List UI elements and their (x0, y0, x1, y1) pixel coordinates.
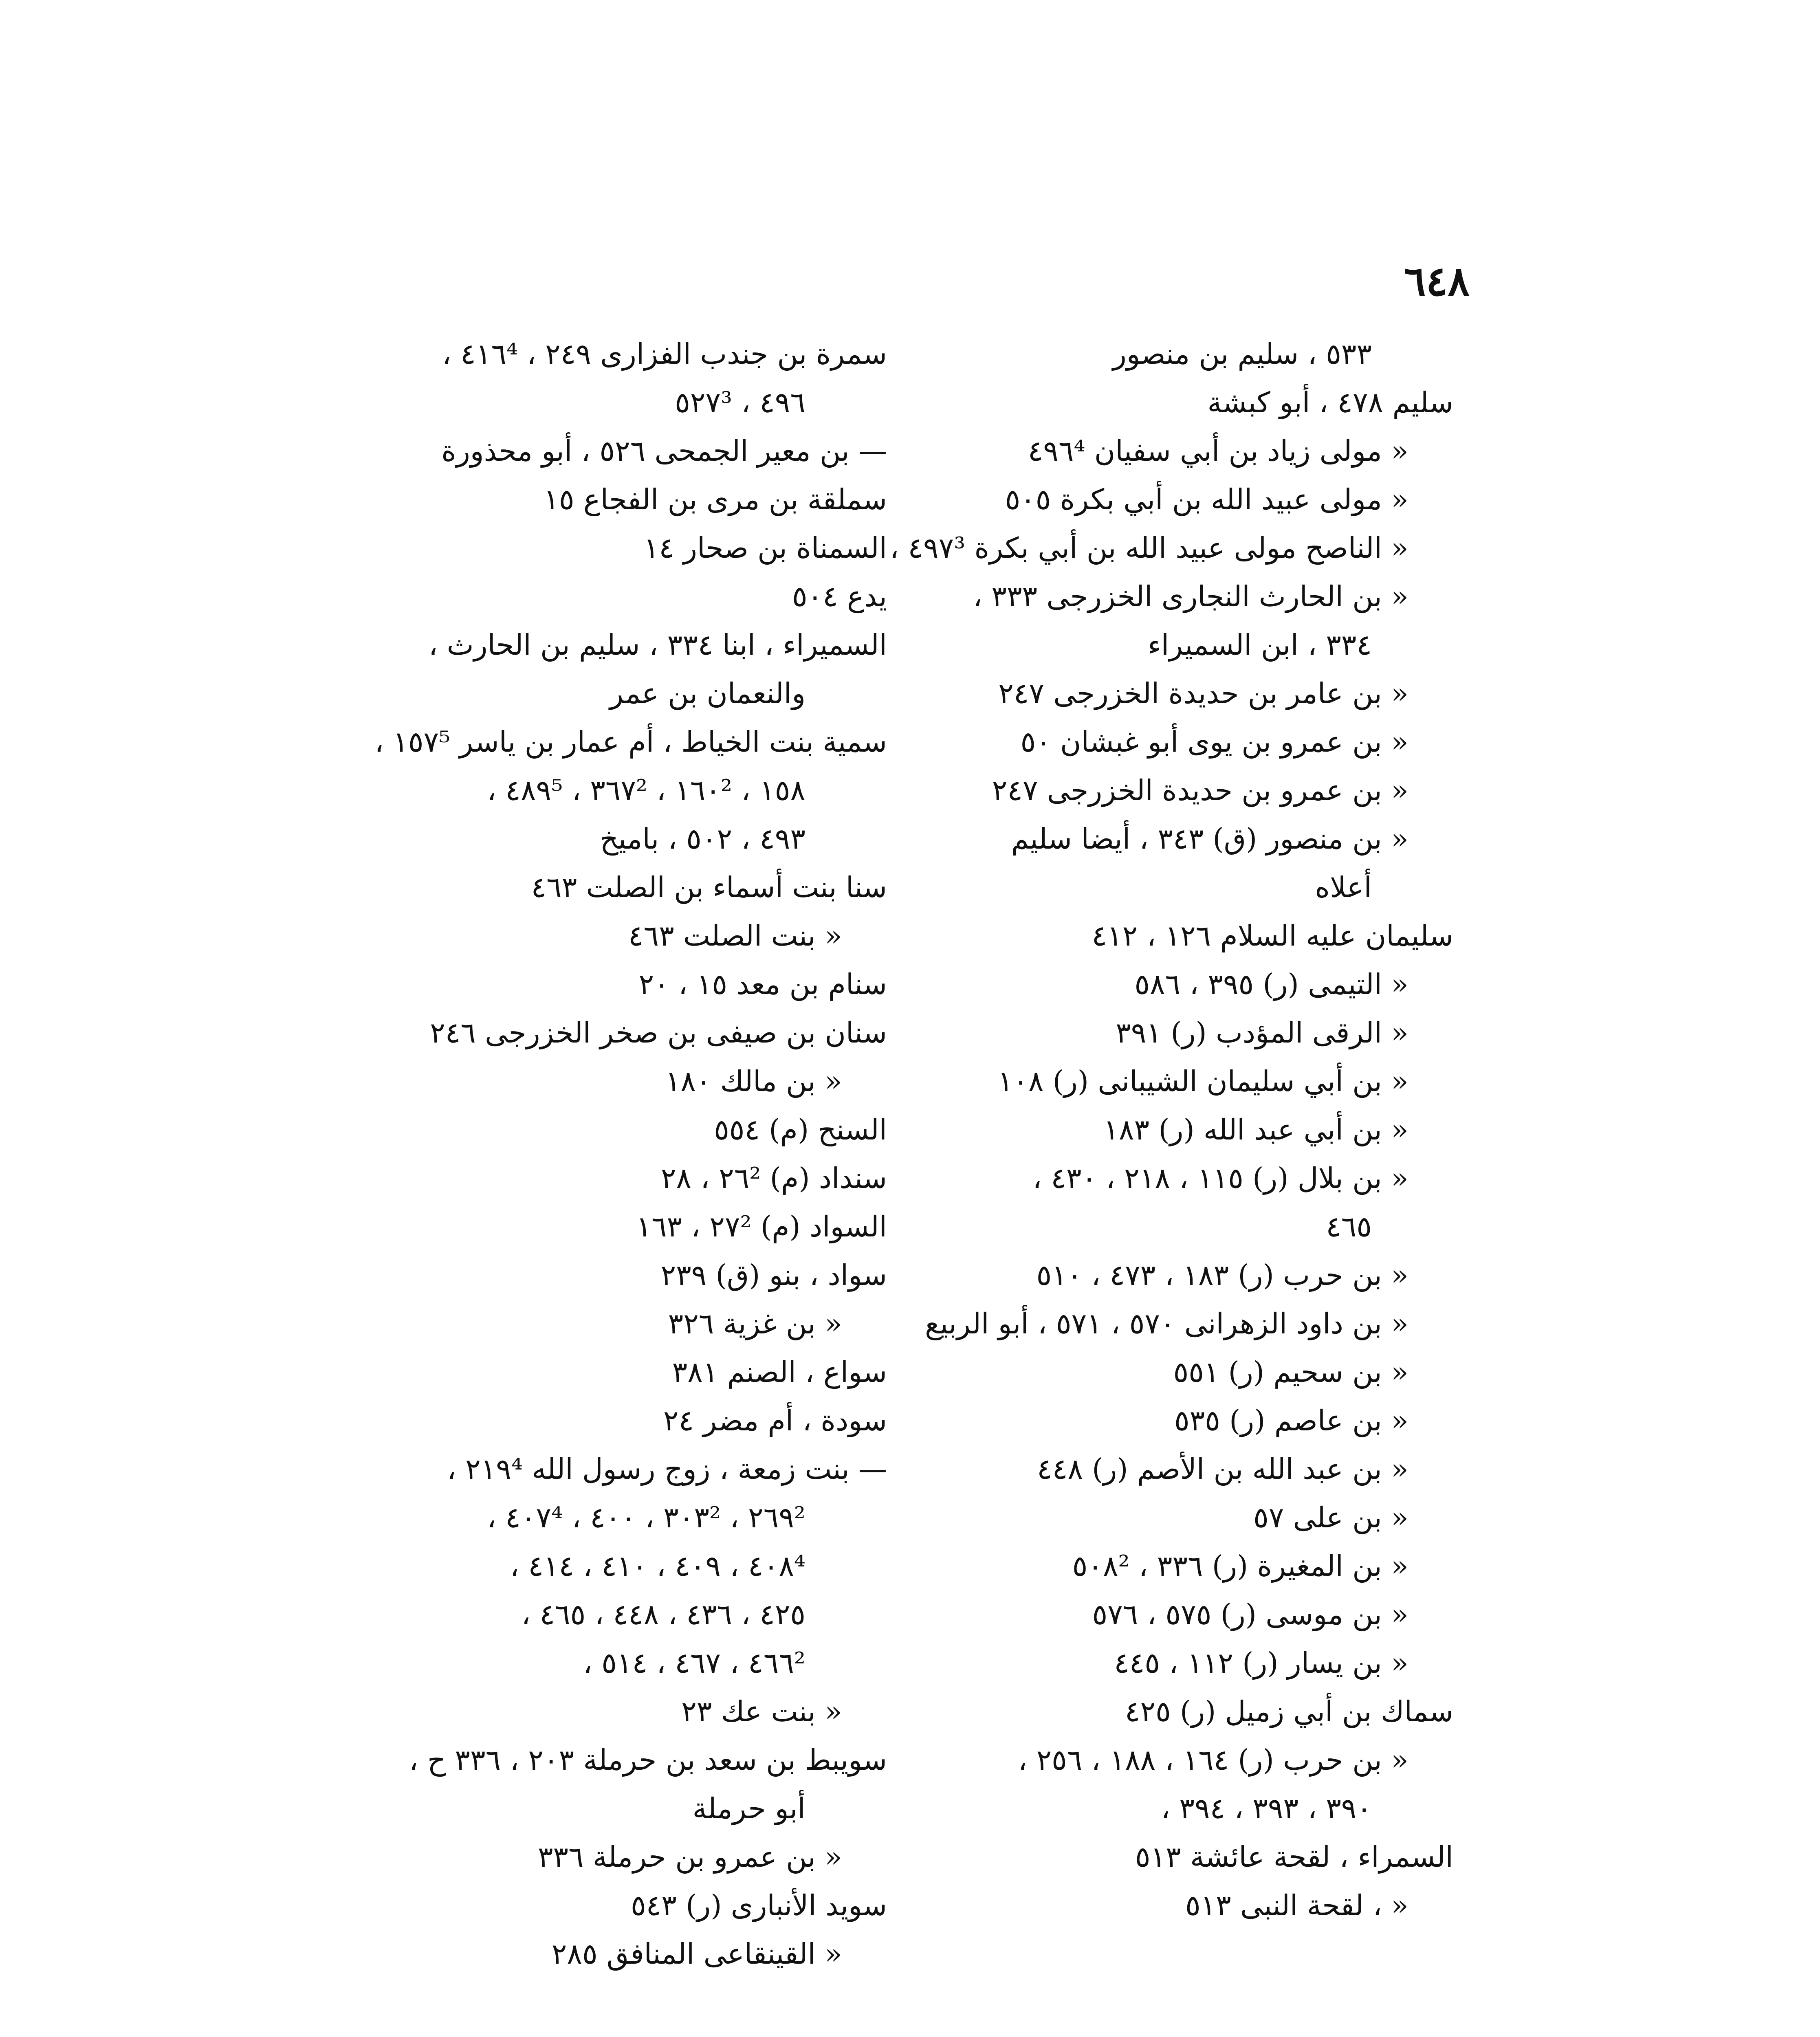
index-entry: والنعمان بن عمر (610, 677, 805, 710)
index-entry: السمراء ، لقحة عائشة ٥١٣ (1135, 1840, 1453, 1874)
index-entry: « بن يسار (ر) ١١٢ ، ٤٤٥ (1114, 1646, 1408, 1680)
index-entry: « الرقى المؤدب (ر) ٣٩١ (1116, 1016, 1408, 1049)
index-entry: « التيمى (ر) ٣٩٥ ، ٥٨٦ (1134, 968, 1408, 1001)
index-entry: سليم ٤٧٨ ، أبو كبشة (1207, 386, 1453, 419)
index-entry: ٤٦٥ (1326, 1210, 1372, 1243)
index-entry: « بنت عك ٢٣ (681, 1695, 842, 1728)
index-entry: « مولى زياد بن أبي سفيان ٤٩٦⁴ (1028, 434, 1408, 468)
index-entry: — بنت زمعة ، زوج رسول الله ٢١٩⁴ ، (447, 1452, 887, 1486)
index-entry: ٤٢٥ ، ٤٣٦ ، ٤٤٨ ، ٤٦٥ ، (521, 1598, 805, 1631)
index-column-left (296, 330, 887, 1978)
index-entry: ٢٦٩² ، ٣٠٣² ، ٤٠٠ ، ٤٠٧⁴ ، (487, 1501, 805, 1534)
index-entry: « بن منصور (ق) ٣٤٣ ، أيضا سليم (1011, 822, 1408, 856)
index-entry: « بن بلال (ر) ١١٥ ، ٢١٨ ، ٤٣٠ ، (1032, 1161, 1408, 1195)
index-entry: أعلاه (1315, 871, 1372, 904)
index-entry: السواد (م) ٢٧² ، ١٦٣ (636, 1210, 887, 1243)
index-entry: « بن عاصم (ر) ٥٣٥ (1174, 1404, 1408, 1437)
index-entry: السميراء ، ابنا ٣٣٤ ، سليم بن الحارث ، (428, 628, 887, 662)
index-entry: ٤٩٣ ، ٥٠٢ ، باميخ (600, 822, 805, 856)
index-entry: « بن موسى (ر) ٥٧٥ ، ٥٧٦ (1092, 1598, 1408, 1631)
index-entry: ٤٦٦² ، ٤٦٧ ، ٥١٤ ، (583, 1646, 805, 1680)
index-entry: سليمان عليه السلام ١٢٦ ، ٤١٢ (1092, 919, 1453, 953)
index-entry: « بن على ٥٧ (1253, 1501, 1408, 1534)
index-entry: « بن داود الزهرانى ٥٧٠ ، ٥٧١ ، أبو الربيع (925, 1307, 1408, 1340)
index-entry: ٣٩٠ ، ٣٩٣ ، ٣٩٤ ، (1161, 1792, 1372, 1825)
index-entry: « بن حرب (ر) ١٨٣ ، ٤٧٣ ، ٥١٠ (1036, 1258, 1408, 1292)
index-entry: سواع ، الصنم ٣٨١ (672, 1355, 887, 1389)
index-entry: « بن عامر بن حديدة الخزرجى ٢٤٧ (998, 677, 1408, 710)
index-entry: ٣٣٤ ، ابن السميراء (1147, 628, 1372, 662)
index-entry: سواد ، بنو (ق) ٢٣٩ (660, 1258, 887, 1292)
index-entry: سنداد (م) ٢٦² ، ٢٨ (660, 1161, 887, 1195)
index-column-right (842, 330, 1453, 1930)
index-entry: « بنت الصلت ٤٦٣ (628, 919, 842, 953)
index-entry: ١٥٨ ، ١٦٠² ، ٣٦٧² ، ٤٨٩⁵ ، (487, 774, 805, 807)
index-entry: — بن معير الجمحى ٥٢٦ ، أبو محذورة (441, 434, 887, 468)
index-entry: أبو حرملة (692, 1792, 805, 1825)
index-entry: ٤٩٦ ، ٥٢٧³ (675, 386, 805, 419)
index-entry: « بن الحارث النجارى الخزرجى ٣٣٣ ، (973, 580, 1408, 613)
index-entry: « بن عمرو بن حرملة ٣٣٦ (537, 1840, 842, 1874)
index-entry: « بن أبي سليمان الشيبانى (ر) ١٠٨ (997, 1065, 1408, 1098)
index-entry: سودة ، أم مضر ٢٤ (663, 1404, 887, 1437)
index-entry: يدع ٥٠٤ (792, 580, 887, 613)
index-entry: « بن عمرو بن حديدة الخزرجى ٢٤٧ (992, 774, 1408, 807)
index-entry: السمناة بن صحار ١٤ (643, 531, 887, 565)
page-number: ٦٤٨ (1404, 257, 1470, 305)
index-entry: « بن أبي عبد الله (ر) ١٨٣ (1103, 1113, 1408, 1146)
index-entry: « مولى عبيد الله بن أبي بكرة ٥٠٥ (1005, 483, 1408, 516)
index-entry: سملقة بن مرى بن الفجاع ١٥ (544, 483, 887, 516)
index-entry: ٤٠٨⁴ ، ٤٠٩ ، ٤١٠ ، ٤١٤ ، (510, 1549, 805, 1583)
index-entry: « الناصح مولى عبيد الله بن أبي بكرة ٤٩٧³ ، (889, 531, 1408, 565)
index-entry: سنام بن معد ١٥ ، ٢٠ (638, 968, 887, 1001)
index-entry: « بن غزية ٣٢٦ (668, 1307, 842, 1340)
index-entry: سنان بن صيفى بن صخر الخزرجى ٢٤٦ (430, 1016, 887, 1049)
index-entry: سويبط بن سعد بن حرملة ٢٠٣ ، ٣٣٦ ح ، (409, 1743, 887, 1777)
index-entry: سويد الأنبارى (ر) ٥٤٣ (631, 1889, 887, 1922)
index-entry: سمرة بن جندب الفزارى ٢٤٩ ، ٤١٦⁴ ، (442, 337, 887, 371)
index-entry: سماك بن أبي زميل (ر) ٤٢٥ (1125, 1695, 1453, 1728)
index-entry: « ، لقحة النبى ٥١٣ (1185, 1889, 1408, 1922)
index-entry: « بن عمرو بن يوى أبو غبشان ٥٠ (1020, 725, 1408, 759)
index-entry: ٥٣٣ ، سليم بن منصور (1113, 337, 1372, 371)
index-entry: « بن عبد الله بن الأصم (ر) ٤٤٨ (1037, 1452, 1408, 1486)
index-entry: « بن مالك ١٨٠ (665, 1065, 842, 1098)
index-entry: سنا بنت أسماء بن الصلت ٤٦٣ (531, 871, 887, 904)
index-entry: سمية بنت الخياط ، أم عمار بن ياسر ١٥٧⁵ ، (374, 725, 887, 759)
index-entry: « بن حرب (ر) ١٦٤ ، ١٨٨ ، ٢٥٦ ، (1018, 1743, 1408, 1777)
index-entry: « بن المغيرة (ر) ٣٣٦ ، ٥٠٨² (1072, 1549, 1408, 1583)
index-entry: السنح (م) ٥٥٤ (714, 1113, 887, 1146)
index-entry: « بن سحيم (ر) ٥٥١ (1173, 1355, 1408, 1389)
index-entry: « القينقاعى المنافق ٢٨٥ (551, 1937, 842, 1971)
